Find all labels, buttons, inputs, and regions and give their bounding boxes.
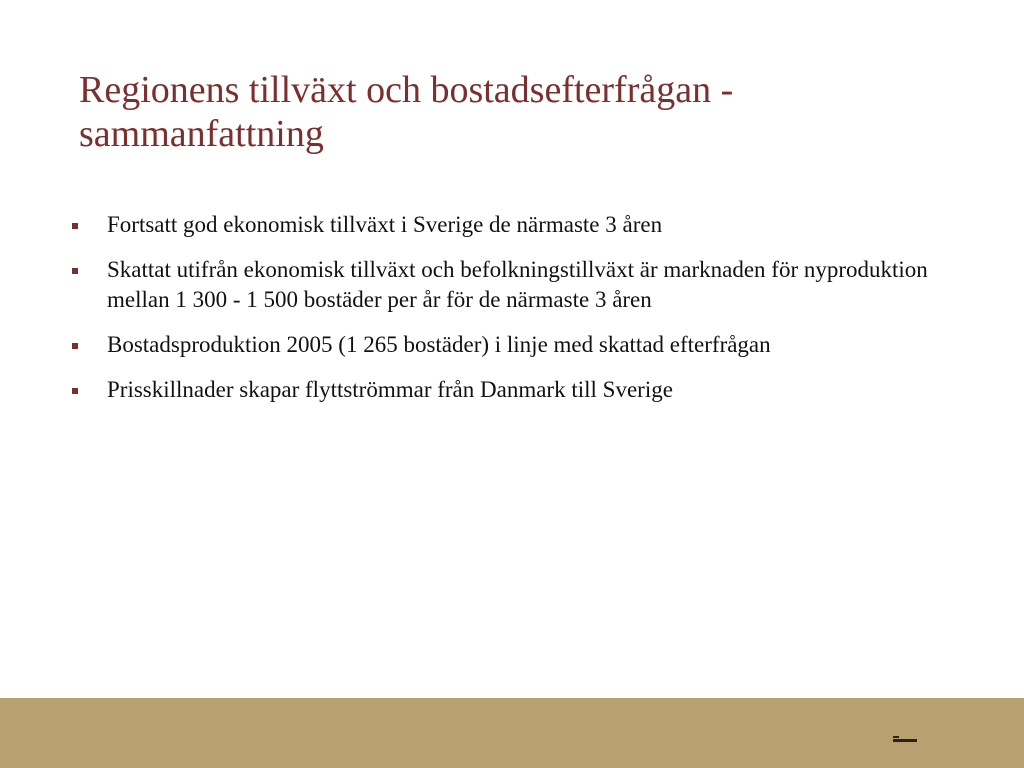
bullet-list [72,210,952,420]
bullet-item [72,255,952,315]
bullet-text: Prisskillnader skapar flyttströmmar från Danmark till Sverige [107,377,673,402]
square-bullet-icon [72,268,78,274]
bullet-text: Bostadsproduktion 2005 (1 265 bostäder) i linje med skattad efterfrågan [107,332,771,357]
bullet-text: Skattat utifrån ekonomisk tillväxt och befolkningstillväxt är marknaden för nyproduktion mellan 1 300 - 1 500 bostäder per år för de närmaste 3 åren [107,257,928,312]
bullet-item [72,210,952,240]
footer-logo-line [893,739,917,742]
square-bullet-icon [72,343,78,349]
footer-bar [0,698,1024,768]
bullet-text: Fortsatt god ekonomisk tillväxt i Sverige de närmaste 3 åren [107,212,663,237]
square-bullet-icon [72,223,78,229]
bullet-item [72,375,952,405]
slide-title: Regionens tillväxt och bostadsefterfrågan - sammanfattning [79,69,734,155]
bullet-item [72,330,952,360]
footer-logo-mark [893,736,917,742]
square-bullet-icon [72,388,78,394]
footer-logo-line [893,736,899,738]
